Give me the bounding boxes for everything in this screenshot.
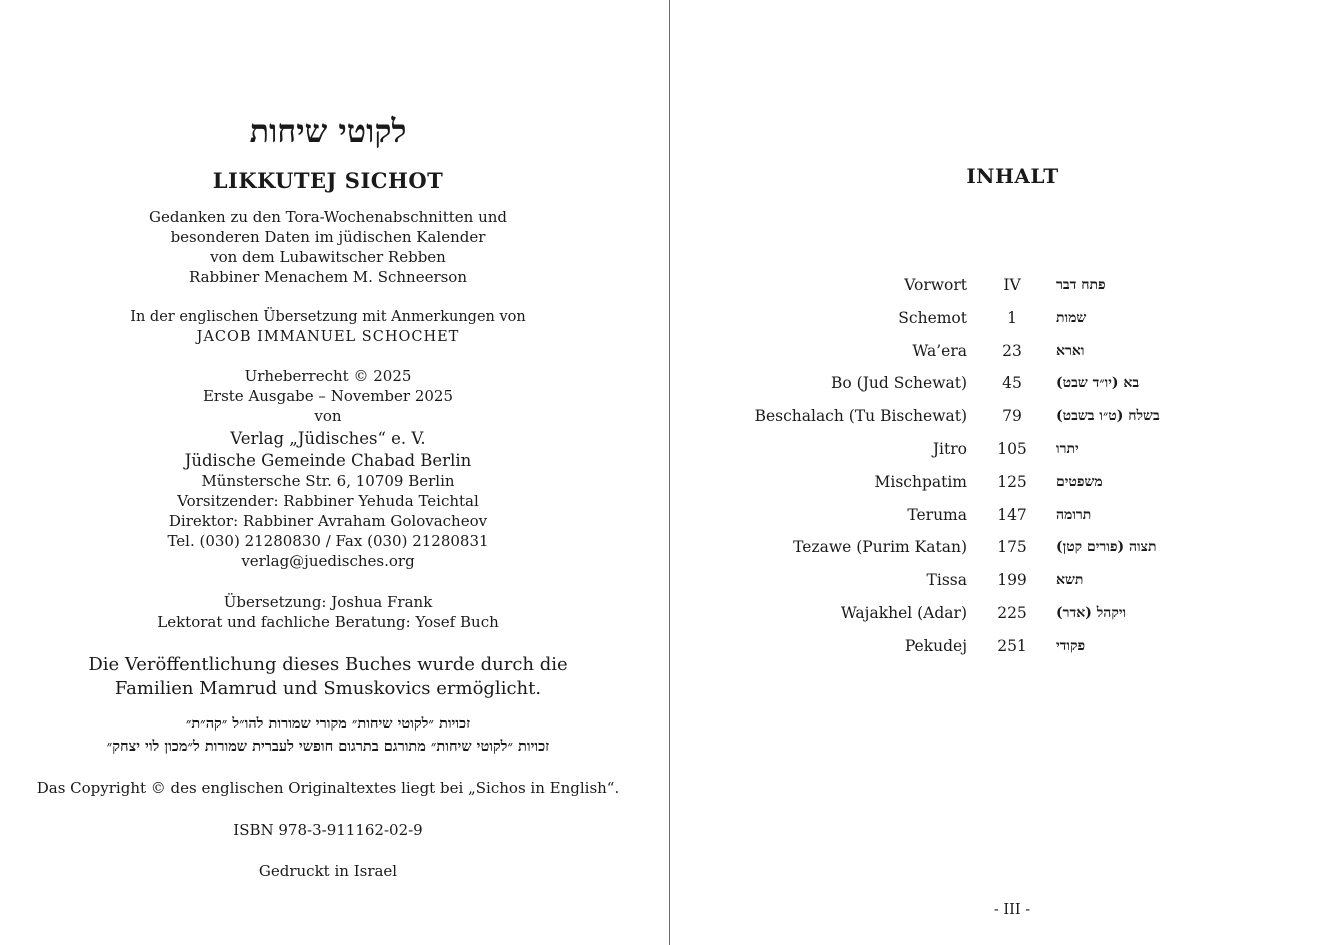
translator-name: JACOB IMMANUEL SCHOCHET xyxy=(196,329,460,345)
toc-entry xyxy=(670,637,1334,670)
toc-hebrew-title: תרומה xyxy=(1056,506,1092,523)
toc-entry xyxy=(670,604,1334,637)
translation-credit xyxy=(0,307,656,347)
publisher-detail-line: Münstersche Str. 6, 10709 Berlin xyxy=(201,472,455,490)
toc-hebrew-title: וארא xyxy=(1056,342,1085,359)
toc-page-number: 23 xyxy=(1002,341,1022,360)
publisher-details xyxy=(0,471,656,571)
toc-hebrew-title: שמות xyxy=(1056,309,1087,326)
publisher-line: Jüdische Gemeinde Chabad Berlin xyxy=(184,451,472,470)
printed-note: Gedruckt in Israel xyxy=(258,862,398,880)
sponsor-line: Familien Mamrud und Smuskovics ermöglicht. xyxy=(114,678,542,699)
toc-page-number: 175 xyxy=(997,538,1027,557)
toc-page-number: IV xyxy=(1003,276,1021,294)
sponsor-line: Die Veröffentlichung dieses Buches wurde durch die xyxy=(88,654,568,675)
copyright-block xyxy=(0,366,656,426)
credit-line: Übersetzung: Joshua Frank xyxy=(223,593,433,611)
page-number: - III - xyxy=(993,902,1031,918)
toc-german-title: Beschalach (Tu Bischewat) xyxy=(754,407,967,426)
toc-german-title: Teruma xyxy=(907,505,967,524)
toc-hebrew-title: פתח דבר xyxy=(1056,277,1106,293)
toc-page-number: 225 xyxy=(997,603,1027,622)
toc-page-number: 251 xyxy=(997,636,1027,655)
publisher-detail-line: Direktor: Rabbiner Avraham Golovacheov xyxy=(168,512,488,530)
toc-hebrew-title: בשלח (ט״ו בשבט) xyxy=(1056,408,1160,425)
description-line: Gedanken zu den Tora-Wochenabschnitten und xyxy=(148,208,507,226)
publisher-email: verlag@juedisches.org xyxy=(241,552,415,570)
toc-entry xyxy=(670,309,1334,342)
toc-german-title: Schemot xyxy=(898,308,967,327)
publisher-detail-line: Tel. (030) 21280830 / Fax (030) 21280831 xyxy=(167,532,489,550)
toc-hebrew-title: בא (יו״ד שבט) xyxy=(1056,375,1140,392)
toc-title: INHALT xyxy=(966,164,1059,188)
toc-hebrew-title: תשא xyxy=(1056,572,1084,589)
book-title: LIKKUTEJ SICHOT xyxy=(212,168,444,193)
toc-german-title: Tezawe (Purim Katan) xyxy=(793,538,967,557)
hebrew-rights-line: זכויות ״לקוטי שיחות״ מקורי שמורות להו״ל ״קה״ת״ xyxy=(185,715,471,732)
toc-german-title: Jitro xyxy=(932,439,967,458)
toc-entry xyxy=(670,440,1334,473)
toc-page-number: 45 xyxy=(1002,374,1022,393)
toc-german-title: Tissa xyxy=(926,571,967,590)
toc-german-title: Bo (Jud Schewat) xyxy=(831,374,967,393)
toc-entry xyxy=(670,538,1334,571)
toc-page-number: 147 xyxy=(997,505,1027,524)
toc-entry xyxy=(670,374,1334,407)
description xyxy=(0,207,656,287)
toc-hebrew-title: תצוה (פורים קטן) xyxy=(1056,539,1157,556)
credit-line: Lektorat und fachliche Beratung: Yosef Buch xyxy=(157,613,499,631)
toc-entry xyxy=(670,571,1334,604)
toc-german-title: Wajakhel (Adar) xyxy=(840,603,967,622)
toc-hebrew-title: יתרו xyxy=(1056,440,1079,457)
sponsor-note xyxy=(0,653,656,701)
toc-page-number: 79 xyxy=(1002,407,1022,426)
hebrew-title: לקוטי שיחות xyxy=(249,112,407,150)
toc-entry xyxy=(670,407,1334,440)
toc-page-number: 105 xyxy=(997,439,1027,458)
copyright-line: Urheberrecht © 2025 xyxy=(244,367,412,385)
toc-page-number: 125 xyxy=(997,472,1027,491)
publisher-line: Verlag „Jüdisches“ e. V. xyxy=(230,429,426,448)
copyright-line: Erste Ausgabe – November 2025 xyxy=(202,387,454,405)
toc-german-title: Vorwort xyxy=(904,276,967,294)
description-line: von dem Lubawitscher Rebben xyxy=(210,248,446,266)
right-page xyxy=(670,0,1334,945)
toc-entry xyxy=(670,473,1334,506)
toc-page-number: 199 xyxy=(997,571,1027,590)
table-of-contents xyxy=(670,276,1334,670)
publisher-name xyxy=(0,428,656,472)
toc-hebrew-title: פקודי xyxy=(1056,637,1086,654)
toc-hebrew-title: ויקהל (אדר) xyxy=(1056,604,1127,621)
translation-intro: In der englischen Übersetzung mit Anmerkungen von xyxy=(130,309,526,325)
toc-page-number: 1 xyxy=(1007,308,1017,327)
toc-entry xyxy=(670,506,1334,539)
copyright-note: Das Copyright © des englischen Originaltextes liegt bei „Sichos in English“. xyxy=(36,779,620,797)
description-line: Rabbiner Menachem M. Schneerson xyxy=(188,268,468,286)
toc-hebrew-title: משפטים xyxy=(1056,473,1103,490)
hebrew-rights-line: זכויות ״לקוטי שיחות״ מתורגם בתרגום חופשי לעברית שמורות ל״מכון לוי יצחק״ xyxy=(106,738,550,755)
publisher-detail-line: Vorsitzender: Rabbiner Yehuda Teichtal xyxy=(177,492,479,510)
description-line: besonderen Daten im jüdischen Kalender xyxy=(170,228,486,246)
credits xyxy=(0,592,656,632)
copyright-line: von xyxy=(314,407,342,425)
isbn: ISBN 978-3-911162-02-9 xyxy=(233,821,423,839)
toc-german-title: Wa’era xyxy=(912,341,967,360)
toc-german-title: Pekudej xyxy=(904,636,967,655)
toc-entry xyxy=(670,342,1334,375)
toc-entry xyxy=(670,276,1334,309)
hebrew-rights xyxy=(0,712,656,758)
toc-german-title: Mischpatim xyxy=(874,472,967,491)
